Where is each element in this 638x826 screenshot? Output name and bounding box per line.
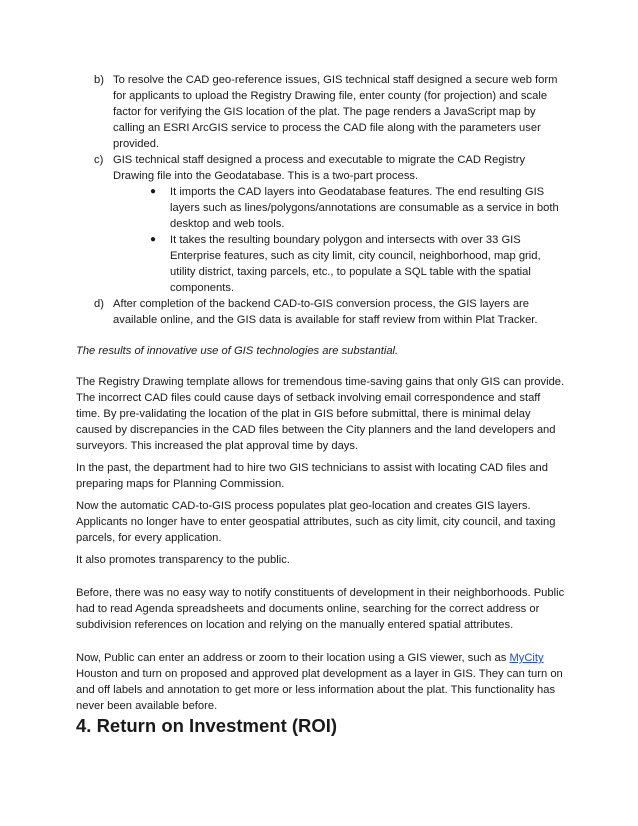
bullet-item [76,184,566,232]
paragraph-past: In the past, the department had to hire two GIS technicians to assist with locating CAD files and preparing maps for Planning Commission. [76,462,548,490]
list-marker: d) [94,298,104,310]
paragraph-now-public [76,650,566,714]
results-heading: The results of innovative use of GIS technologies are substantial. [76,345,399,357]
paragraph-registry-drawing: The Registry Drawing template allows for tremendous time-saving gains that only GIS can provide. The incorrect CAD files could cause days of setback involving email correspondence and staff time. By pre-validating the location of the plat in GIS before submittal, there is minimal delay caused by discrepancies in the CAD files between the City planners and the land developers and surveyors. This increased the plat approval time by days. [76,376,565,452]
list-marker: b) [94,74,104,86]
bullet-text: It imports the CAD layers into Geodatabase features. The end resulting GIS layers such as lines/polygons/annotations are consumable as a service in both desktop and web tools. [170,186,559,230]
list-item-c [76,152,566,184]
paragraph-before: Before, there was no easy way to notify constituents of development in their neighborhoods. Public had to read Agenda spreadsheets and documents online, searching for the correct address or subdivision references on location and relying on the manually entered spatial attributes. [76,587,565,631]
document-body [76,72,566,714]
bullet-icon: ● [150,186,157,197]
bullet-text: It takes the resulting boundary polygon and intersects with over 33 GIS Enterprise features, such as city limit, city council, neighborhood, map grid, utility district, taxing parcels, etc., to populate a SQL table with the spatial components. [170,234,541,294]
list-item-d [76,296,566,328]
bullet-item [76,232,566,296]
paragraph-transparency: It also promotes transparency to the public. [76,554,290,566]
list-marker: c) [94,154,104,166]
bullet-list [76,184,566,296]
paragraph-automatic: Now the automatic CAD-to-GIS process populates plat geo-location and creates GIS layers. Applicants no longer have to enter geospatial attributes, such as city limit, city council, and taxing parcels, for every application. [76,500,556,544]
paragraph-text: Houston and turn on proposed and approved plat development as a layer in GIS. They can turn on and off labels and annotation to get more or less information about the plat. This functionality has never been available before. [76,668,563,712]
paragraph-text: Now, Public can enter an address or zoom to their location using a GIS viewer, such as [76,652,510,664]
list-item-text: After completion of the backend CAD-to-GIS conversion process, the GIS layers are available online, and the GIS data is available for staff review from within Plat Tracker. [113,298,538,326]
mycity-link[interactable]: MyCity [509,652,544,664]
list-item-text: To resolve the CAD geo-reference issues, GIS technical staff designed a secure web form for applicants to upload the Registry Drawing file, enter county (for projection) and scale factor for verifying the GIS location of the plat. The page renders a JavaScript map by calling an ESRI ArcGIS service to process the CAD file along with the parameters user provided. [113,74,558,150]
section-heading-roi: 4. Return on Investment (ROI) [76,715,338,736]
bullet-icon: ● [150,234,157,245]
list-item-text: GIS technical staff designed a process and executable to migrate the CAD Registry Drawing file into the Geodatabase. This is a two-part process. [113,154,526,182]
list-item-b [76,72,566,152]
